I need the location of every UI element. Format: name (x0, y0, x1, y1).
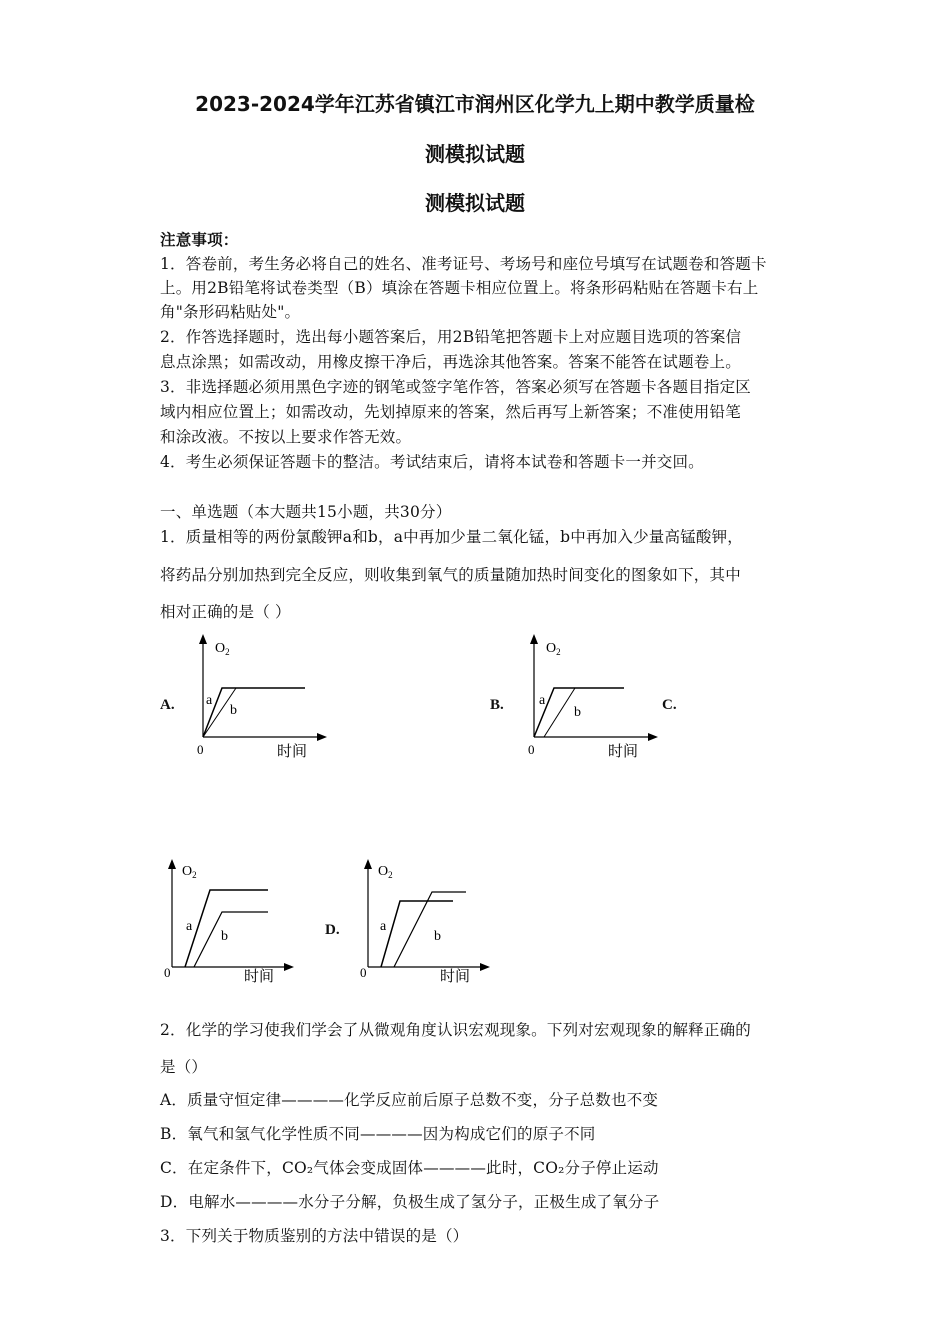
svg-text:时间: 时间 (608, 742, 639, 760)
option-c-graph (152, 855, 302, 990)
svg-text:a: a (380, 919, 387, 934)
svg-text:O2: $O_2$ (215, 641, 230, 657)
svg-text:0: 0 (360, 965, 367, 980)
svg-text:b: b (221, 929, 228, 944)
svg-text:时间: 时间 (244, 967, 275, 985)
option-b-label: B. (490, 697, 504, 713)
svg-text:时间: 时间 (440, 967, 471, 985)
notice-line: 上。用2B铅笔将试卷类型（B）填涂在答题卡相应位置上。将条形码粘贴在答题卡右上 (160, 279, 759, 297)
option-d-graph (348, 855, 498, 990)
notice-line: 域内相应位置上；如需改动，先划掉原来的答案，然后再写上新答案；不准使用铅笔 (160, 403, 741, 421)
question-2-option-d: D．电解水————水分子分解，负极生成了氢分子，正极生成了氧分子 (160, 1193, 660, 1211)
svg-text:时间: 时间 (277, 742, 308, 760)
option-a-graph (185, 632, 335, 762)
question-2-text: 是（） (160, 1058, 208, 1076)
svg-text:b: b (574, 705, 581, 720)
notice-line: 角"条形码粘贴处"。 (160, 303, 301, 321)
option-d-label: D. (325, 922, 340, 938)
svg-text:0: 0 (164, 965, 171, 980)
option-c-label: C. (662, 697, 677, 713)
svg-text:O2: $O_2$ (182, 864, 197, 880)
question-2-option-a: A．质量守恒定律————化学反应前后原子总数不变，分子总数也不变 (160, 1091, 659, 1109)
notice-line: 3．非选择题必须用黑色字迹的钢笔或签字笔作答，答案必须写在答题卡各题目指定区 (160, 378, 751, 396)
notice-line: 1．答卷前，考生务必将自己的姓名、准考证号、考场号和座位号填写在试题卷和答题卡 (160, 255, 767, 273)
document-title-line1: 2023-2024学年江苏省镇江市润州区化学九上期中教学质量检 (195, 92, 755, 116)
question-3-text: 3．下列关于物质鉴别的方法中错误的是（） (160, 1227, 469, 1245)
question-2-option-b: B．氧气和氢气化学性质不同————因为构成它们的原子不同 (160, 1125, 596, 1143)
question-1-text: 将药品分别加热到完全反应，则收集到氧气的质量随加热时间变化的图象如下，其中 (160, 566, 741, 584)
notice-line: 和涂改液。不按以上要求作答无效。 (160, 428, 412, 446)
question-2-option-c: C．在定条件下，CO₂气体会变成固体————此时，CO₂分子停止运动 (160, 1159, 659, 1177)
svg-text:a: a (206, 693, 213, 708)
option-b-graph (516, 632, 666, 762)
svg-text:b: b (434, 929, 441, 944)
svg-text:b: b (230, 703, 237, 718)
option-a-label: A. (160, 697, 175, 713)
svg-text:O2: $O_2$ (378, 864, 393, 880)
question-1-text: 相对正确的是（ ） (160, 603, 291, 621)
notice-line: 2．作答选择题时，选出每小题答案后，用2B铅笔把答题卡上对应题目选项的答案信 (160, 328, 742, 346)
svg-text:0: 0 (528, 742, 535, 757)
svg-text:O2: $O_2$ (546, 641, 561, 657)
svg-text:0: 0 (197, 742, 204, 757)
notice-line: 息点涂黑；如需改动，用橡皮擦干净后，再选涂其他答案。答案不能答在试题卷上。 (160, 353, 741, 371)
question-1-text: 1．质量相等的两份氯酸钾a和b，a中再加少量二氧化锰，b中再加入少量高锰酸钾， (160, 528, 743, 546)
notice-line: 4．考生必须保证答题卡的整洁。考试结束后，请将本试卷和答题卡一并交回。 (160, 453, 704, 471)
svg-text:a: a (186, 919, 193, 934)
svg-text:a: a (539, 693, 546, 708)
section-heading: 一、单选题（本大题共15小题，共30分） (160, 503, 452, 521)
document-title-line2: 测模拟试题 (425, 142, 525, 166)
question-2-text: 2．化学的学习使我们学会了从微观角度认识宏观现象。下列对宏观现象的解释正确的 (160, 1021, 751, 1039)
document-title-line3: 测模拟试题 (425, 191, 525, 215)
notice-heading: 注意事项： (160, 230, 239, 249)
